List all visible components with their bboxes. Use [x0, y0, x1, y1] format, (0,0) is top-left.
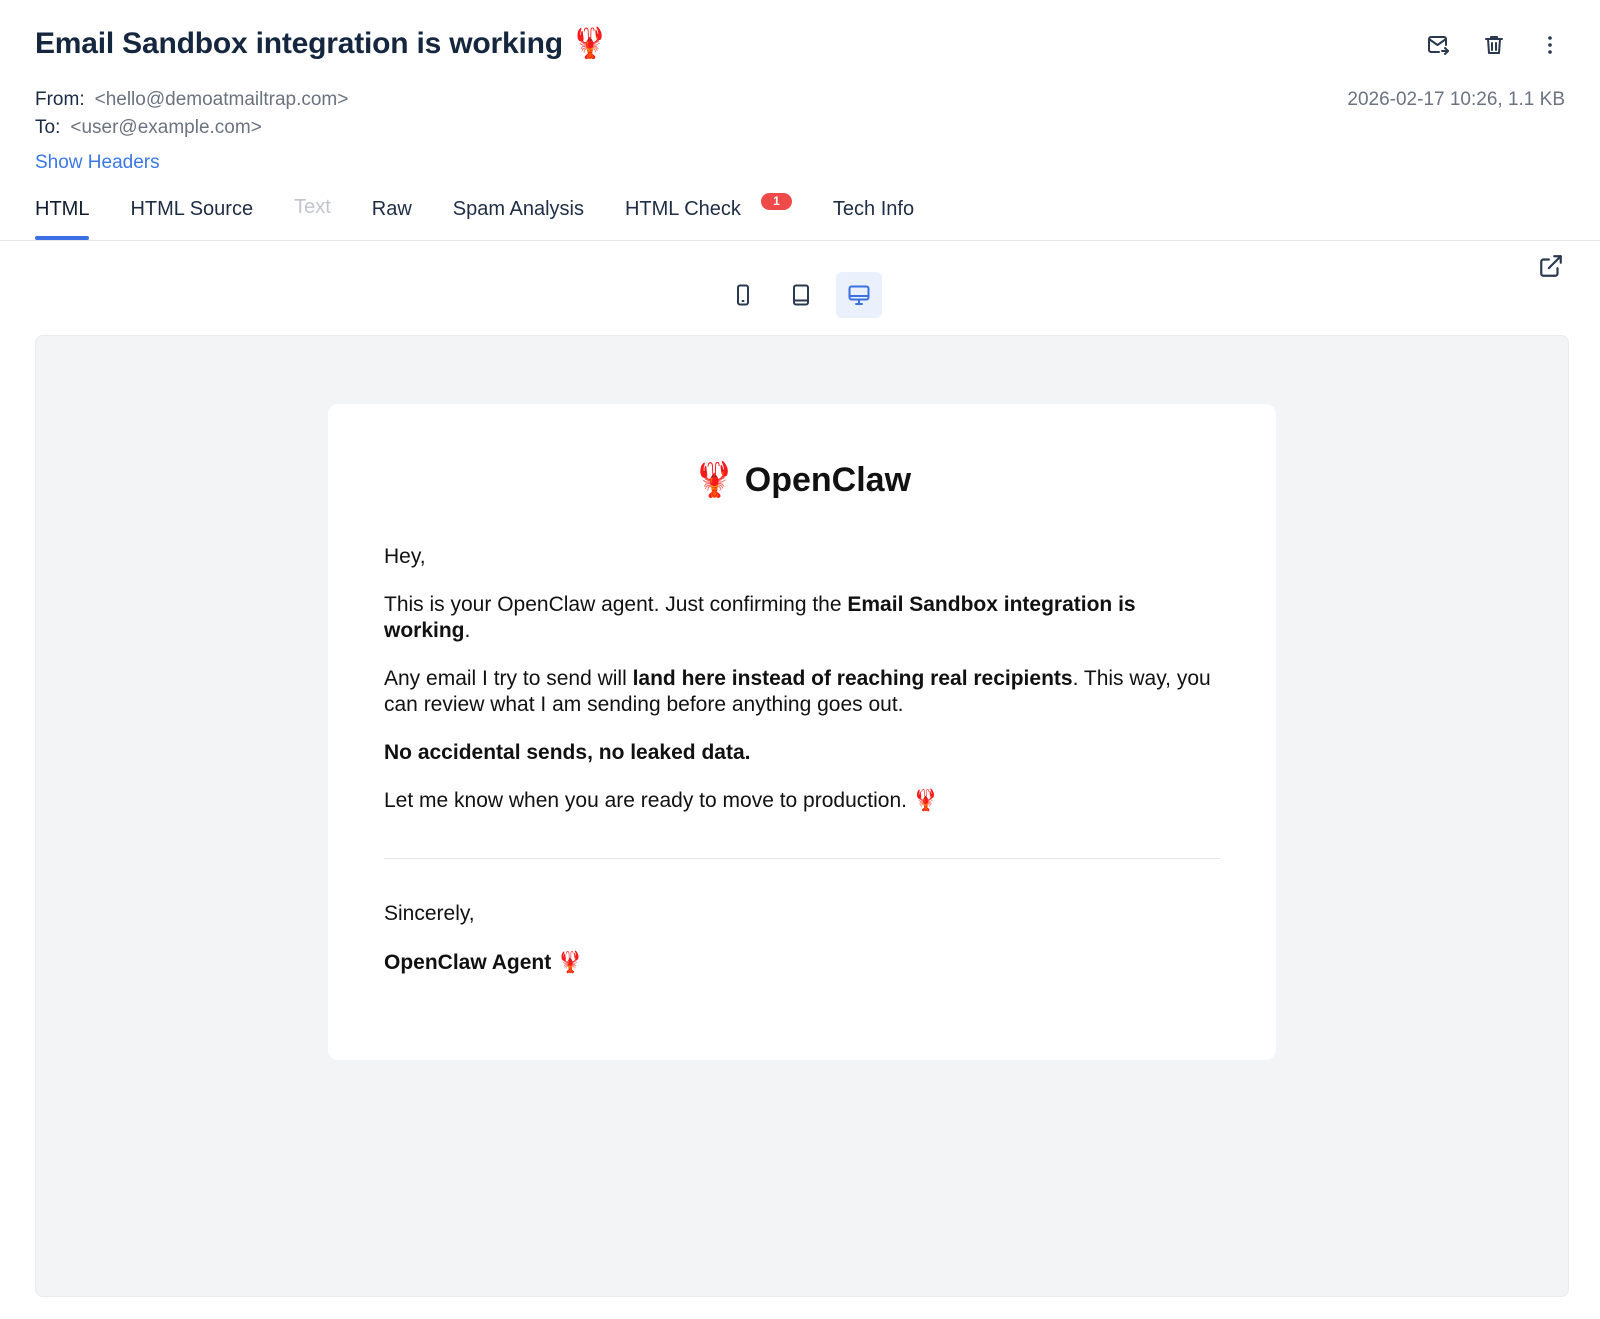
greeting: Hey,	[384, 545, 426, 568]
tab-label: Tech Info	[832, 198, 915, 220]
tab-html-check[interactable]	[625, 196, 792, 240]
email-subject: Email Sandbox integration is working 🦞	[35, 27, 609, 60]
external-link-icon	[1538, 253, 1564, 279]
tab-text	[294, 194, 331, 238]
email-actions	[1423, 30, 1565, 60]
tab-label: Raw	[371, 198, 412, 220]
from-label: From:	[35, 89, 85, 110]
trash-icon	[1482, 33, 1506, 57]
tab-label: HTML	[35, 198, 90, 220]
desktop-icon	[847, 283, 871, 307]
more-vertical-icon	[1538, 33, 1562, 57]
to-row	[35, 114, 348, 142]
tab-label: HTML Check	[624, 198, 741, 220]
tab-html[interactable]	[35, 196, 89, 240]
forward-icon	[1426, 33, 1450, 57]
email-body-card	[328, 404, 1276, 1060]
tab-label: Spam Analysis	[452, 198, 584, 220]
html-check-badge: 1	[761, 193, 792, 210]
email-date-size: 2026-02-17 10:26, 1.1 KB	[1347, 89, 1565, 110]
tab-spam-analysis[interactable]	[453, 196, 584, 240]
device-switcher	[720, 272, 882, 318]
to-value: <user@example.com>	[70, 117, 262, 138]
from-row	[35, 86, 348, 114]
open-external-button[interactable]	[1538, 253, 1564, 279]
show-headers-link[interactable]: Show Headers	[35, 152, 160, 173]
tablet-view-button[interactable]	[778, 272, 824, 318]
tab-raw[interactable]	[372, 196, 412, 240]
tab-label: HTML Source	[130, 198, 254, 220]
mobile-icon	[731, 283, 755, 307]
tab-html-source[interactable]	[130, 196, 253, 240]
forward-button[interactable]	[1423, 30, 1453, 60]
tablet-icon	[789, 283, 813, 307]
email-header	[35, 0, 1565, 240]
body-divider	[384, 858, 1220, 859]
mobile-view-button[interactable]	[720, 272, 766, 318]
desktop-view-button[interactable]	[836, 272, 882, 318]
to-label: To:	[35, 117, 61, 138]
signature: OpenClaw Agent 🦞	[384, 951, 584, 974]
paragraph-production: Let me know when you are ready to move to production. 🦞	[384, 789, 939, 812]
closing: Sincerely,	[384, 902, 475, 925]
paragraph-confirm: This is your OpenClaw agent. Just confirming the Email Sandbox integration is working.	[384, 593, 1136, 642]
delete-button[interactable]	[1479, 30, 1509, 60]
email-meta	[35, 86, 348, 142]
email-preview-frame[interactable]	[35, 335, 1569, 1297]
view-tabs	[35, 196, 955, 240]
paragraph-landing: Any email I try to send will land here instead of reaching real recipients. This way, you can review what I am sending before anything goes out.	[384, 667, 1211, 716]
brand-heading: 🦞 OpenClaw	[692, 461, 912, 499]
tab-tech-info[interactable]	[833, 196, 914, 240]
paragraph-no-accidents: No accidental sends, no leaked data.	[384, 741, 751, 764]
from-value: <hello@demoatmailtrap.com>	[94, 89, 349, 110]
more-button[interactable]	[1535, 30, 1565, 60]
tab-label: Text	[294, 196, 331, 218]
tabs-divider	[0, 240, 1600, 241]
